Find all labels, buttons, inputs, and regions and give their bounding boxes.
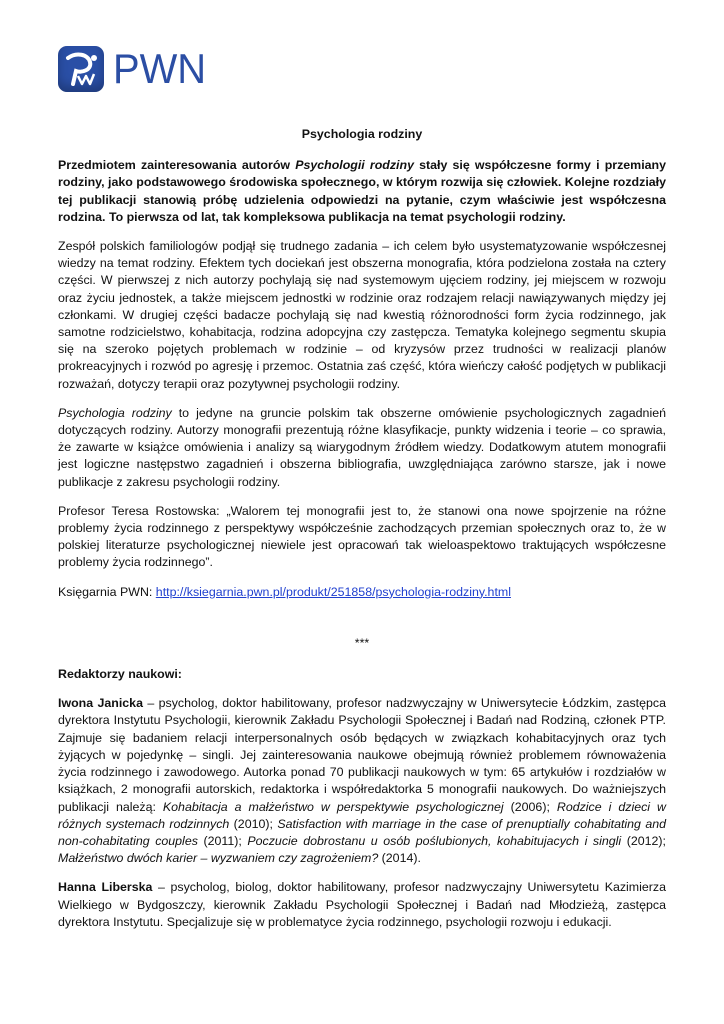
editor-name: Hanna Liberska bbox=[58, 880, 153, 895]
publication-title: Poczucie dobrostanu u osób poślubionych, kohabitujacych i singli bbox=[247, 833, 622, 848]
lead-paragraph bbox=[58, 157, 666, 226]
bio-text: (2011); bbox=[197, 833, 248, 848]
editor-bio-liberska bbox=[58, 879, 666, 931]
editors-heading: Redaktorzy naukowi: bbox=[58, 667, 182, 682]
quote-paragraph: Profesor Teresa Rostowska: „Walorem tej monografii jest to, że stanowi ona nowe spojrzenie na różne problemy życia rodzinnego z perspektywy współcześnie zachodzących przemian społecznych oraz to, że w polskiej literaturze psychologicznej niewiele jest opracowań tak wieloaspektowo traktujących współczesne problemy życia rodzinnego”. bbox=[58, 503, 666, 570]
lead-text-1: Przedmiotem zainteresowania autorów bbox=[58, 158, 296, 173]
lead-book-title: Psychologii rodziny bbox=[295, 158, 414, 173]
bookstore-label: Księgarnia PWN: bbox=[58, 584, 156, 599]
bookstore-line bbox=[58, 584, 666, 601]
section-separator: *** bbox=[354, 635, 370, 650]
pwn-logo-text: PWN bbox=[113, 45, 207, 92]
document-body bbox=[58, 126, 666, 943]
publication-title: Satisfaction with marriage in the case of prenuptially cohabitating and non-cohabitating couples bbox=[58, 816, 666, 848]
paragraph-summary bbox=[58, 405, 666, 491]
bio-text: (2010); bbox=[229, 816, 278, 831]
editor-bio-janicka bbox=[58, 695, 666, 867]
document-title: Psychologia rodziny bbox=[301, 127, 423, 141]
summary-text: to jedyne na gruncie polskim tak obszerne omówienie psychologicznych zagadnień dotyczących rodziny. Autorzy monografii prezentują różne klasyfikacje, punkty widzenia i teorie – co sprawia, że zawarte w książce omówienia i analizy są wiarygodnym źródłem wiedzy. Dodatkowym atutem monografii jest logiczne następstwo zagadnień i obszerna bibliografia, uwzględniająca zarówno starsze, jak i nowe publikacje z zakresu psychologii rodziny. bbox=[58, 405, 666, 489]
publication-title: Rodzice i dzieci w różnych systemach rodzinnych bbox=[58, 799, 666, 831]
lead-text-2: stały się współczesne formy i przemiany rodziny, jako podstawowego środowiska społecznego, w którym rozwija się człowiek. Kolejne rozdziały tej publikacji stanowią próbę udzielenia odpowiedzi na pytanie, czym właściwie jest współczesna rodzina. To pierwsza od lat, tak kompleksowa publikacja na temat psychologii rodziny. bbox=[58, 158, 666, 224]
bio-text: – psycholog, doktor habilitowany, profesor nadzwyczajny w Uniwersytecie Łódzkim, zastępca dyrektora Instytutu Psychologii, kierownik Zakładu Psychologii Społecznej i Badań nad Rodziną, członek PTP. Zajmuje się badaniem relacji interpersonalnych osób będących w związkach kohabitacyjnych oraz tych żyjących w pojedynkę – singli. Jej zainteresowania naukowe obejmują również problemem równoważenia życia rodzinnego i zawodowego. Autorka ponad 70 publikacji naukowych w tym: 65 artykułów i rozdziałów w książkach, 2 monografii autorskich, redaktorka i współredaktorka 5 monografii naukowych. Do ważniejszych publikacji należą: bbox=[58, 696, 666, 814]
pwn-logo bbox=[58, 44, 211, 94]
publication-title: Małżeństwo dwóch karier – wyzwaniem czy zagrożeniem? bbox=[58, 851, 379, 866]
bio-text: (2014). bbox=[378, 851, 421, 866]
editor-name: Iwona Janicka bbox=[58, 696, 143, 711]
bio-text: – psycholog, biolog, doktor habilitowany, profesor nadzwyczajny Uniwersytetu Kazimierza Wielkiego w Bydgoszczy, kierownik Zakładu Psychologii Społecznej i Badań nad Młodzieżą, zastępca dyrektora Instytutu. Specjalizuje się w problematyce życia rodzinnego, psychologii rozwoju i edukacji. bbox=[58, 880, 666, 929]
bio-text: (2006); bbox=[503, 799, 557, 814]
publication-title: Kohabitacja a małżeństwo w perspektywie psychologicznej bbox=[162, 799, 504, 814]
bookstore-link[interactable]: http://ksiegarnia.pwn.pl/produkt/251858/psychologia-rodziny.html bbox=[155, 584, 511, 599]
pwn-logo-icon bbox=[58, 46, 104, 92]
bio-text: (2012); bbox=[621, 833, 666, 848]
summary-book-title: Psychologia rodziny bbox=[58, 405, 172, 420]
paragraph-structure: Zespół polskich familiologów podjął się trudnego zadania – ich celem było usystematyzowanie współczesnej wiedzy na temat rodziny. Efektem tych dociekań jest obszerna monografia, która podzielona została na cztery części. W pierwszej z nich autorzy pochylają się nad systemowym ujęciem rodziny, jej miejscem w rozwoju oraz życiu jednostek, a także miejscem jednostki w rodzinie oraz rodzajem relacji nawiązywanych między jej członkami. W drugiej części badacze pochylają się nad kwestią różnorodności form życia rodzinnego, jak samotne rodzicielstwo, kohabitacja, rodzina adopcyjna czy zastępcza. Tematyka kolejnego segmentu skupia się na szeroko pojętych problemach w rodzinie – od kryzysów przez trudności w realizacji planów prokreacyjnych i rozwód po agresję i przemoc. Ostatnia zaś część, która wieńczy całość podjętych w publikacji rozważań, dotyczy terapii oraz pozytywnej psychologii rodziny. bbox=[58, 239, 666, 391]
